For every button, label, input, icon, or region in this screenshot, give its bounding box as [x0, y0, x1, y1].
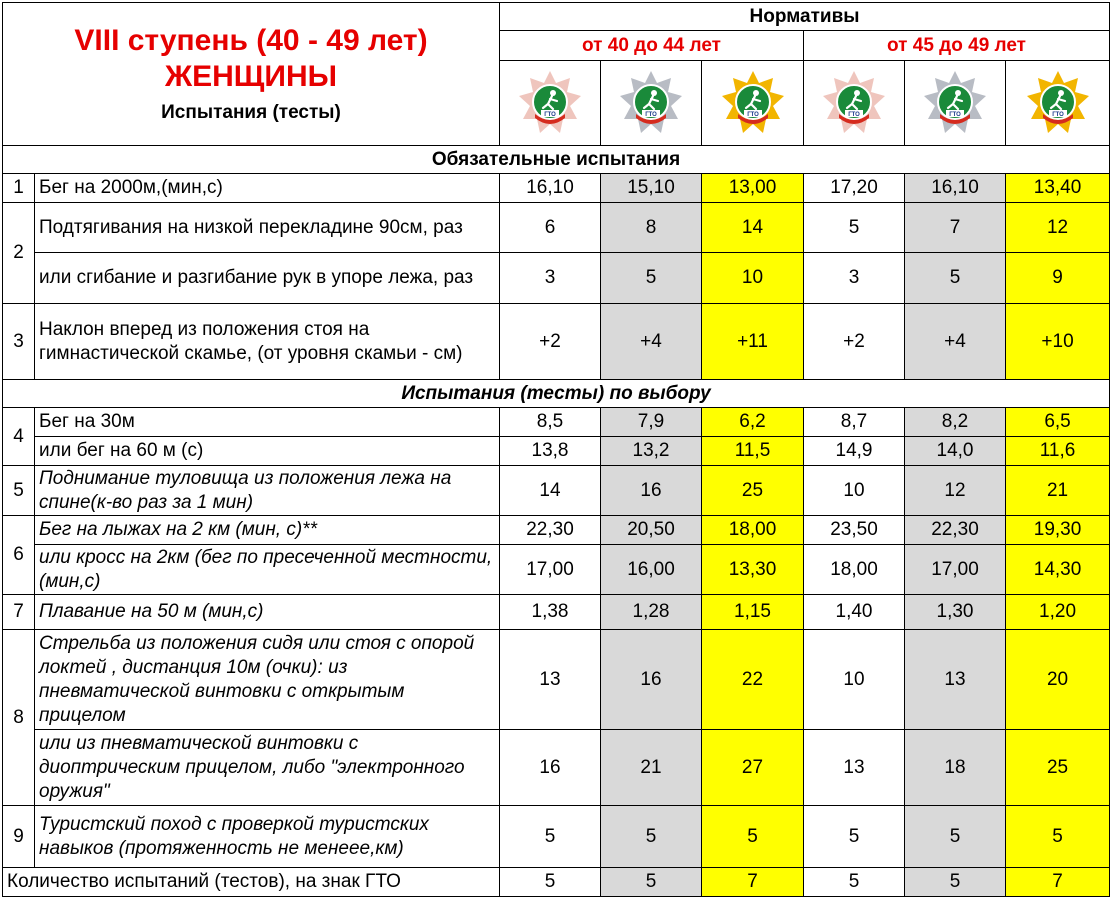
total-tests-label: Количество испытаний (тестов), на знак ГТО — [3, 868, 500, 897]
table-row — [3, 806, 1110, 868]
value-gold: 27 — [702, 730, 804, 806]
value-bronze: 13 — [500, 630, 601, 730]
value-silver: 16,00 — [601, 545, 702, 595]
value-bronze: 3 — [500, 253, 601, 304]
value-silver: 16 — [601, 466, 702, 516]
section-mandatory: Обязательные испытания — [3, 146, 1110, 174]
value-silver: 8,2 — [905, 408, 1006, 437]
table-row — [3, 630, 1110, 730]
value-silver: 15,10 — [601, 174, 702, 203]
value-bronze: 16,10 — [500, 174, 601, 203]
value-gold: 14 — [702, 203, 804, 253]
value-bronze: 10 — [804, 630, 905, 730]
test-label: Туристский поход с проверкой туристских навыков (протяженность не менеее,км) — [35, 806, 500, 868]
value-gold: 6,2 — [702, 408, 804, 437]
silver-badge-icon — [601, 61, 702, 146]
value-gold: 18,00 — [702, 516, 804, 545]
value-silver: 20,50 — [601, 516, 702, 545]
value-bronze: 23,50 — [804, 516, 905, 545]
value-silver: 7 — [905, 203, 1006, 253]
value-silver: 12 — [905, 466, 1006, 516]
value-gold: 13,30 — [702, 545, 804, 595]
test-label: Поднимание туловища из положения лежа на спине(к-во раз за 1 мин) — [35, 466, 500, 516]
normatives-header: Нормативы — [500, 3, 1110, 31]
value-bronze: 14,9 — [804, 437, 905, 466]
value-bronze: +2 — [804, 304, 905, 380]
value-gold: 5 — [1006, 806, 1110, 868]
value-gold: 20 — [1006, 630, 1110, 730]
table-title-cell — [3, 3, 500, 146]
row-number: 1 — [3, 174, 35, 203]
value-silver: 16,10 — [905, 174, 1006, 203]
value-silver: 5 — [601, 806, 702, 868]
value-silver: 17,00 — [905, 545, 1006, 595]
test-label: Наклон вперед из положения стоя на гимнастической скамье, (от уровня скамьи - см) — [35, 304, 500, 380]
value-gold: +10 — [1006, 304, 1110, 380]
value-gold: 10 — [702, 253, 804, 304]
value-bronze: 13 — [804, 730, 905, 806]
table-row — [3, 466, 1110, 516]
value-silver: 5 — [905, 253, 1006, 304]
value-silver: 1,30 — [905, 595, 1006, 630]
silver-badge-icon — [905, 61, 1006, 146]
table-row — [3, 595, 1110, 630]
row-number: 4 — [3, 408, 35, 466]
value-silver: 21 — [601, 730, 702, 806]
value-bronze: 5 — [500, 806, 601, 868]
value-silver: 7,9 — [601, 408, 702, 437]
row-number: 5 — [3, 466, 35, 516]
value-bronze: +2 — [500, 304, 601, 380]
value-bronze: 17,20 — [804, 174, 905, 203]
value-silver: 13 — [905, 630, 1006, 730]
value-gold: 14,30 — [1006, 545, 1110, 595]
value-bronze: 5 — [804, 806, 905, 868]
value-silver: 13,2 — [601, 437, 702, 466]
value-bronze: 3 — [804, 253, 905, 304]
table-row-total — [3, 868, 1110, 897]
gender-title: ЖЕНЩИНЫ — [165, 60, 337, 93]
row-number: 3 — [3, 304, 35, 380]
value-bronze: 17,00 — [500, 545, 601, 595]
value-gold: 6,5 — [1006, 408, 1110, 437]
test-label: или кросс на 2км (бег по пресеченной местности, (мин,с) — [35, 545, 500, 595]
section-optional: Испытания (тесты) по выбору — [3, 380, 1110, 408]
value-gold: 12 — [1006, 203, 1110, 253]
value-gold: 1,20 — [1006, 595, 1110, 630]
test-label: или сгибание и разгибание рук в упоре лежа, раз — [35, 253, 500, 304]
row-number: 7 — [3, 595, 35, 630]
value-bronze: 1,38 — [500, 595, 601, 630]
value-gold: 25 — [1006, 730, 1110, 806]
value-silver: 5 — [905, 868, 1006, 897]
age-group-40-44: от 40 до 44 лет — [500, 31, 804, 61]
gold-badge-icon — [1006, 61, 1110, 146]
test-label: или из пневматической винтовки с диоптрическим прицелом, либо "электронного оружия" — [35, 730, 500, 806]
value-bronze: 6 — [500, 203, 601, 253]
value-gold: 19,30 — [1006, 516, 1110, 545]
value-gold: 21 — [1006, 466, 1110, 516]
table-row — [3, 516, 1110, 545]
value-gold: 11,5 — [702, 437, 804, 466]
value-bronze: 5 — [804, 203, 905, 253]
bronze-badge-icon — [500, 61, 601, 146]
value-bronze: 8,7 — [804, 408, 905, 437]
value-silver: 5 — [601, 868, 702, 897]
value-silver: 14,0 — [905, 437, 1006, 466]
value-silver: 18 — [905, 730, 1006, 806]
value-bronze: 22,30 — [500, 516, 601, 545]
value-silver: 22,30 — [905, 516, 1006, 545]
value-bronze: 8,5 — [500, 408, 601, 437]
test-label: Плавание на 50 м (мин,с) — [35, 595, 500, 630]
value-bronze: 5 — [500, 868, 601, 897]
test-label: или бег на 60 м (с) — [35, 437, 500, 466]
value-gold: +11 — [702, 304, 804, 380]
value-silver: +4 — [905, 304, 1006, 380]
value-gold: 7 — [702, 868, 804, 897]
value-bronze: 14 — [500, 466, 601, 516]
row-number: 2 — [3, 203, 35, 304]
row-number: 9 — [3, 806, 35, 868]
test-label: Бег на лыжах на 2 км (мин, с)** — [35, 516, 500, 545]
table-row — [3, 545, 1110, 595]
row-number: 6 — [3, 516, 35, 595]
table-row — [3, 408, 1110, 437]
test-label: Подтягивания на низкой перекладине 90см, раз — [35, 203, 500, 253]
value-bronze: 18,00 — [804, 545, 905, 595]
table-row — [3, 437, 1110, 466]
value-gold: 13,00 — [702, 174, 804, 203]
value-bronze: 5 — [804, 868, 905, 897]
stage-title: VIII ступень (40 - 49 лет) — [74, 24, 428, 57]
value-silver: 16 — [601, 630, 702, 730]
test-label: Бег на 2000м,(мин,с) — [35, 174, 500, 203]
value-bronze: 16 — [500, 730, 601, 806]
table-row — [3, 730, 1110, 806]
table-row — [3, 203, 1110, 253]
value-bronze: 1,40 — [804, 595, 905, 630]
gold-badge-icon — [702, 61, 804, 146]
value-silver: +4 — [601, 304, 702, 380]
value-gold: 22 — [702, 630, 804, 730]
value-gold: 5 — [702, 806, 804, 868]
table-row — [3, 174, 1110, 203]
value-bronze: 13,8 — [500, 437, 601, 466]
value-gold: 7 — [1006, 868, 1110, 897]
value-gold: 11,6 — [1006, 437, 1110, 466]
test-label: Бег на 30м — [35, 408, 500, 437]
value-gold: 1,15 — [702, 595, 804, 630]
value-gold: 9 — [1006, 253, 1110, 304]
value-gold: 13,40 — [1006, 174, 1110, 203]
bronze-badge-icon — [804, 61, 905, 146]
value-bronze: 10 — [804, 466, 905, 516]
table-row — [3, 253, 1110, 304]
age-group-45-49: от 45 до 49 лет — [804, 31, 1110, 61]
gto-standards-table — [2, 2, 1110, 897]
value-gold: 25 — [702, 466, 804, 516]
value-silver: 5 — [601, 253, 702, 304]
value-silver: 1,28 — [601, 595, 702, 630]
row-number: 8 — [3, 630, 35, 806]
tests-subtitle: Испытания (тесты) — [161, 102, 341, 123]
test-label: Стрельба из положения сидя или стоя с опорой локтей , дистанция 10м (очки): из пневматической винтовки с открытым прицелом — [35, 630, 500, 730]
value-silver: 8 — [601, 203, 702, 253]
value-silver: 5 — [905, 806, 1006, 868]
table-row — [3, 304, 1110, 380]
